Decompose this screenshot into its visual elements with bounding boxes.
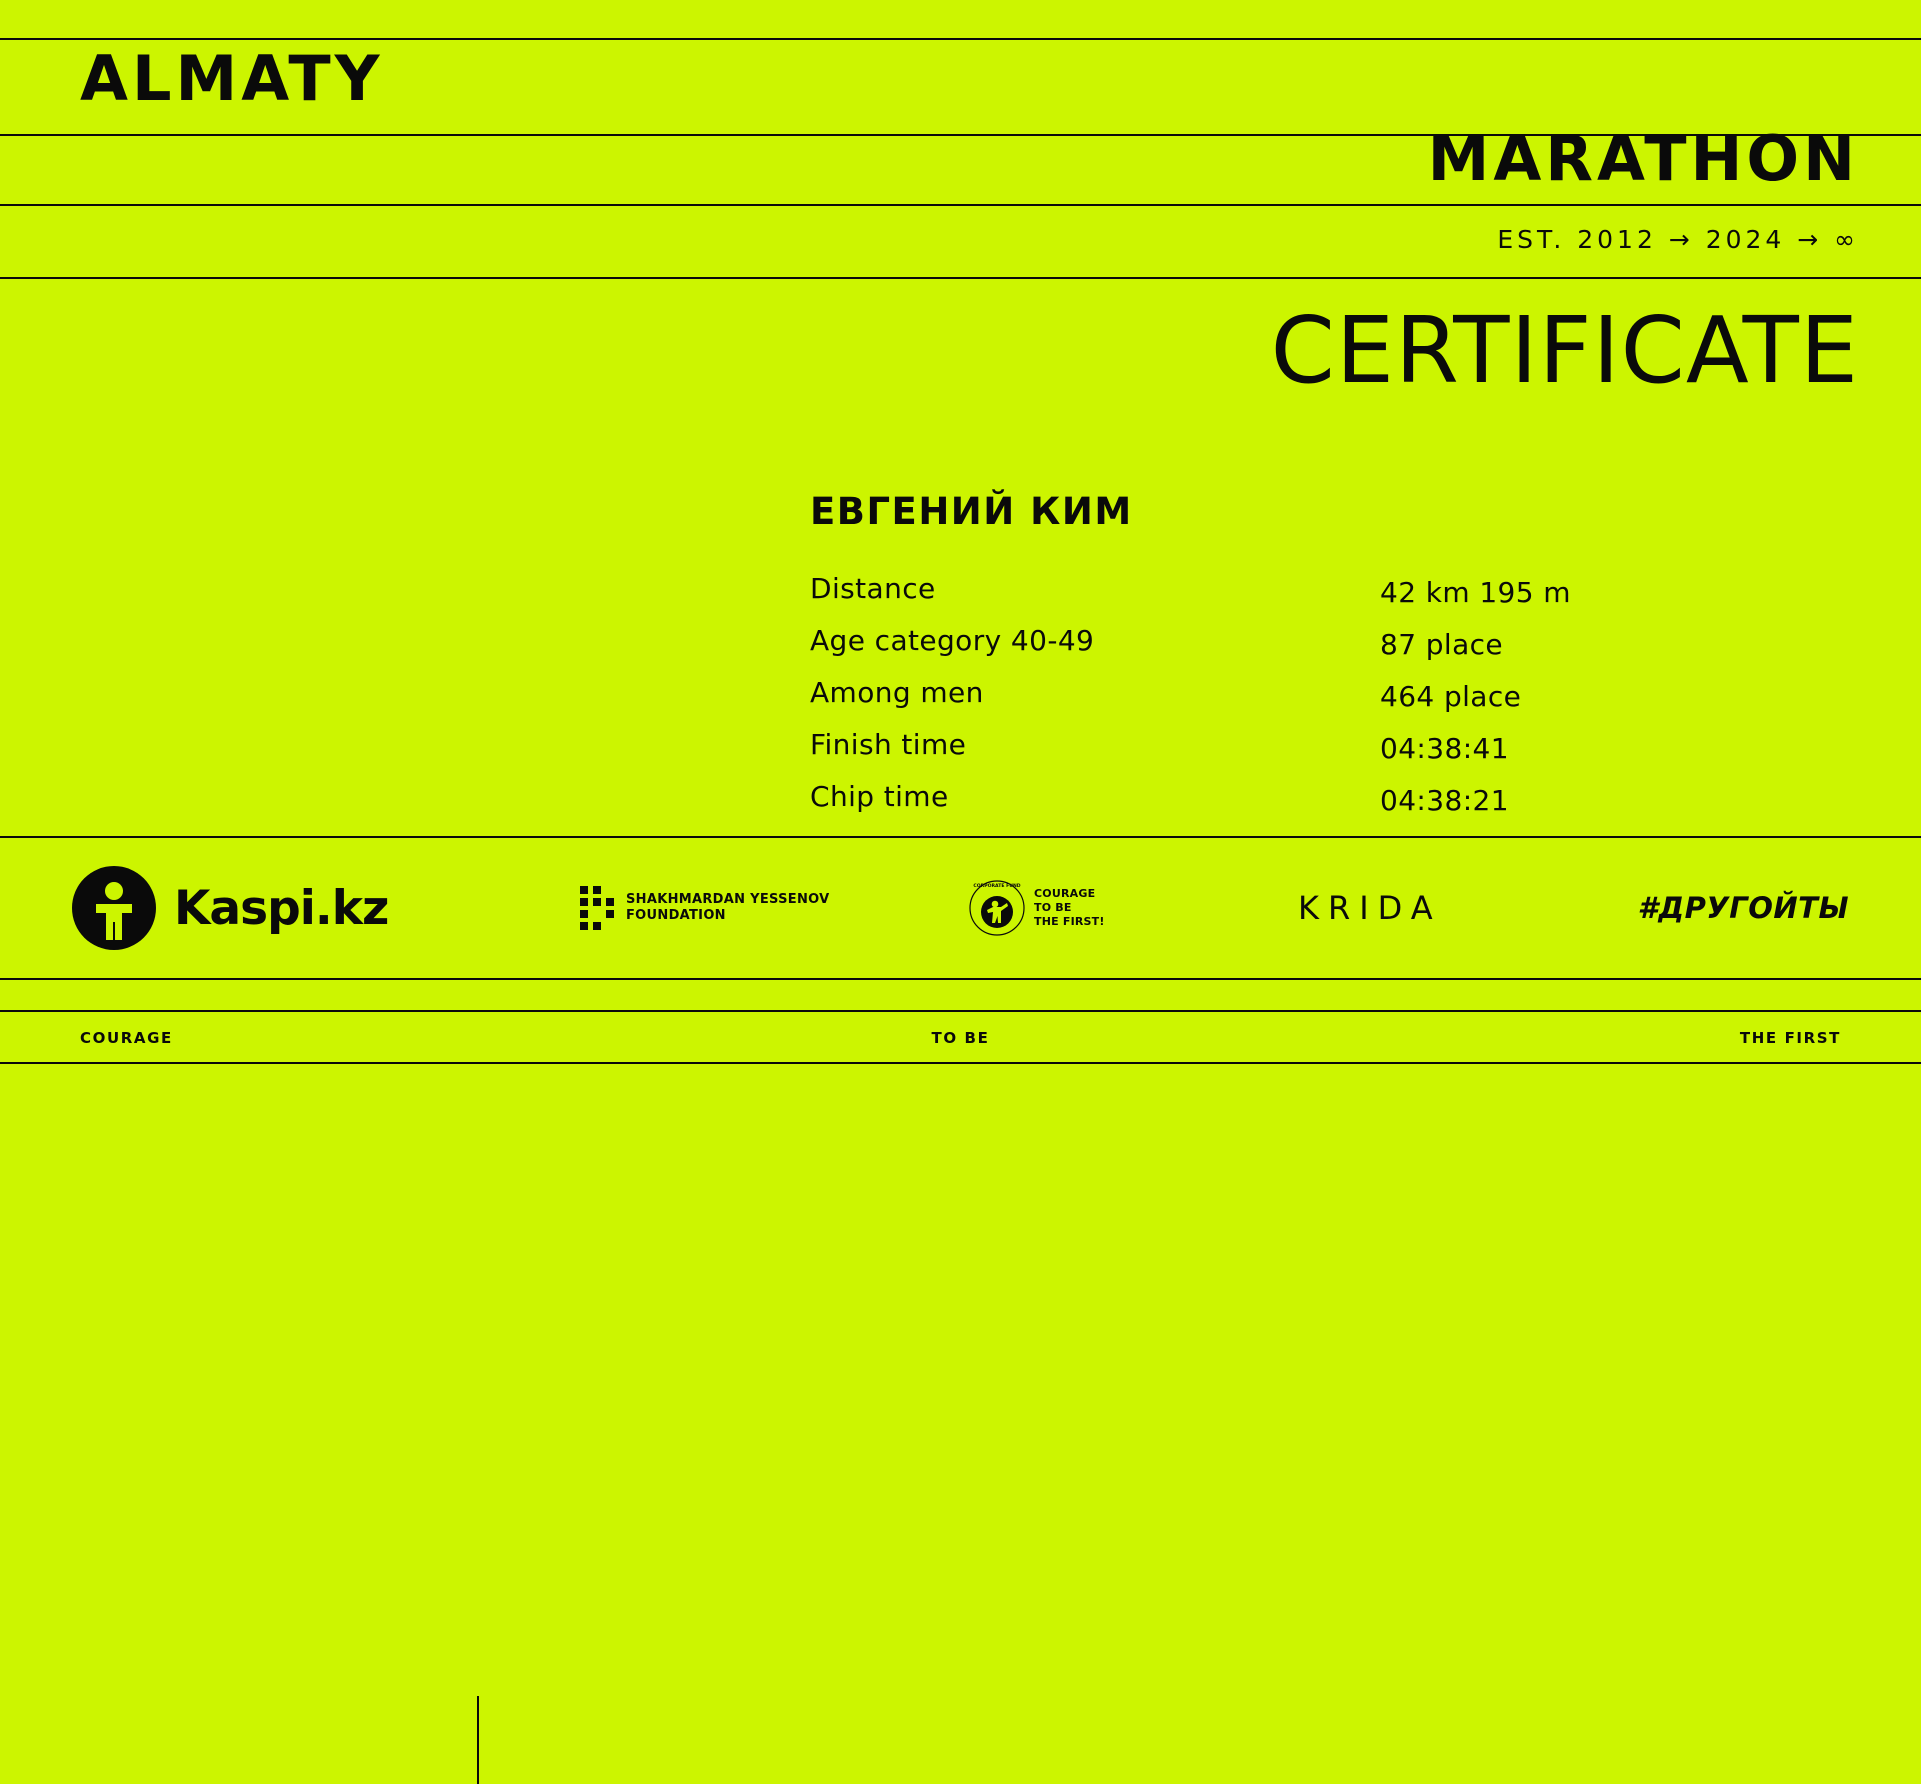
result-label: Chip time — [810, 780, 949, 813]
brand-marathon: MARATHON — [1427, 122, 1859, 195]
result-value: 87 place — [1380, 628, 1504, 661]
yessenov-line-1: SHAKHMARDAN YESSENOV — [626, 891, 830, 907]
athlete-name: ЕВГЕНИЙ КИМ — [810, 490, 1133, 533]
result-label: Distance — [810, 572, 936, 605]
divider-line — [0, 1010, 1921, 1012]
result-value: 42 km 195 m — [1380, 576, 1571, 609]
table-row — [810, 728, 1810, 780]
result-value: 04:38:21 — [1380, 784, 1509, 817]
result-value: 464 place — [1380, 680, 1522, 713]
page-title: CERTIFICATE — [1270, 297, 1859, 404]
yessenov-line-2: FOUNDATION — [626, 908, 726, 923]
yessenov-wordmark — [626, 892, 829, 925]
sponsor-drugoity: #ДРУГОЙТЫ — [1637, 891, 1849, 925]
divider-line — [0, 978, 1921, 980]
sponsor-yessenov — [580, 886, 829, 930]
table-row — [810, 780, 1810, 832]
corporate-line-1: COURAGE — [1034, 886, 1096, 900]
svg-text:CORPORATE FUND: CORPORATE FUND — [973, 884, 1021, 889]
results-table — [810, 572, 1810, 832]
table-row — [810, 572, 1810, 624]
result-label: Finish time — [810, 728, 967, 761]
established-line: EST. 2012 → 2024 → ∞ — [1497, 225, 1859, 254]
footer-left: COURAGE — [80, 1029, 173, 1047]
divider-line — [0, 204, 1921, 206]
divider-line — [0, 1062, 1921, 1064]
kaspi-logo-icon — [72, 866, 156, 950]
table-row — [810, 624, 1810, 676]
sponsor-krida: KRIDA — [1298, 889, 1442, 927]
sponsor-row — [0, 838, 1921, 978]
footer-slogan — [0, 1018, 1921, 1058]
footer-center: TO BE — [931, 1029, 990, 1047]
footer-right: THE FIRST — [1739, 1029, 1841, 1047]
brand-almaty: ALMATY — [80, 42, 384, 115]
corporate-fund-wordmark — [1034, 887, 1105, 930]
sponsor-kaspi — [72, 866, 388, 950]
kaspi-wordmark: Kaspi.kz — [174, 880, 389, 936]
sponsor-corporate-fund — [968, 879, 1105, 937]
corporate-line-3: THE FIRST! — [1034, 915, 1105, 929]
result-value: 04:38:41 — [1380, 732, 1509, 765]
sponsor-divider — [477, 1696, 479, 1784]
corporate-fund-icon — [968, 879, 1026, 937]
result-label: Age category 40-49 — [810, 624, 1095, 657]
yessenov-mark-icon — [580, 886, 614, 930]
divider-line — [0, 38, 1921, 40]
table-row — [810, 676, 1810, 728]
divider-line — [0, 277, 1921, 279]
corporate-line-2: TO BE — [1034, 900, 1072, 914]
result-label: Among men — [810, 676, 984, 709]
